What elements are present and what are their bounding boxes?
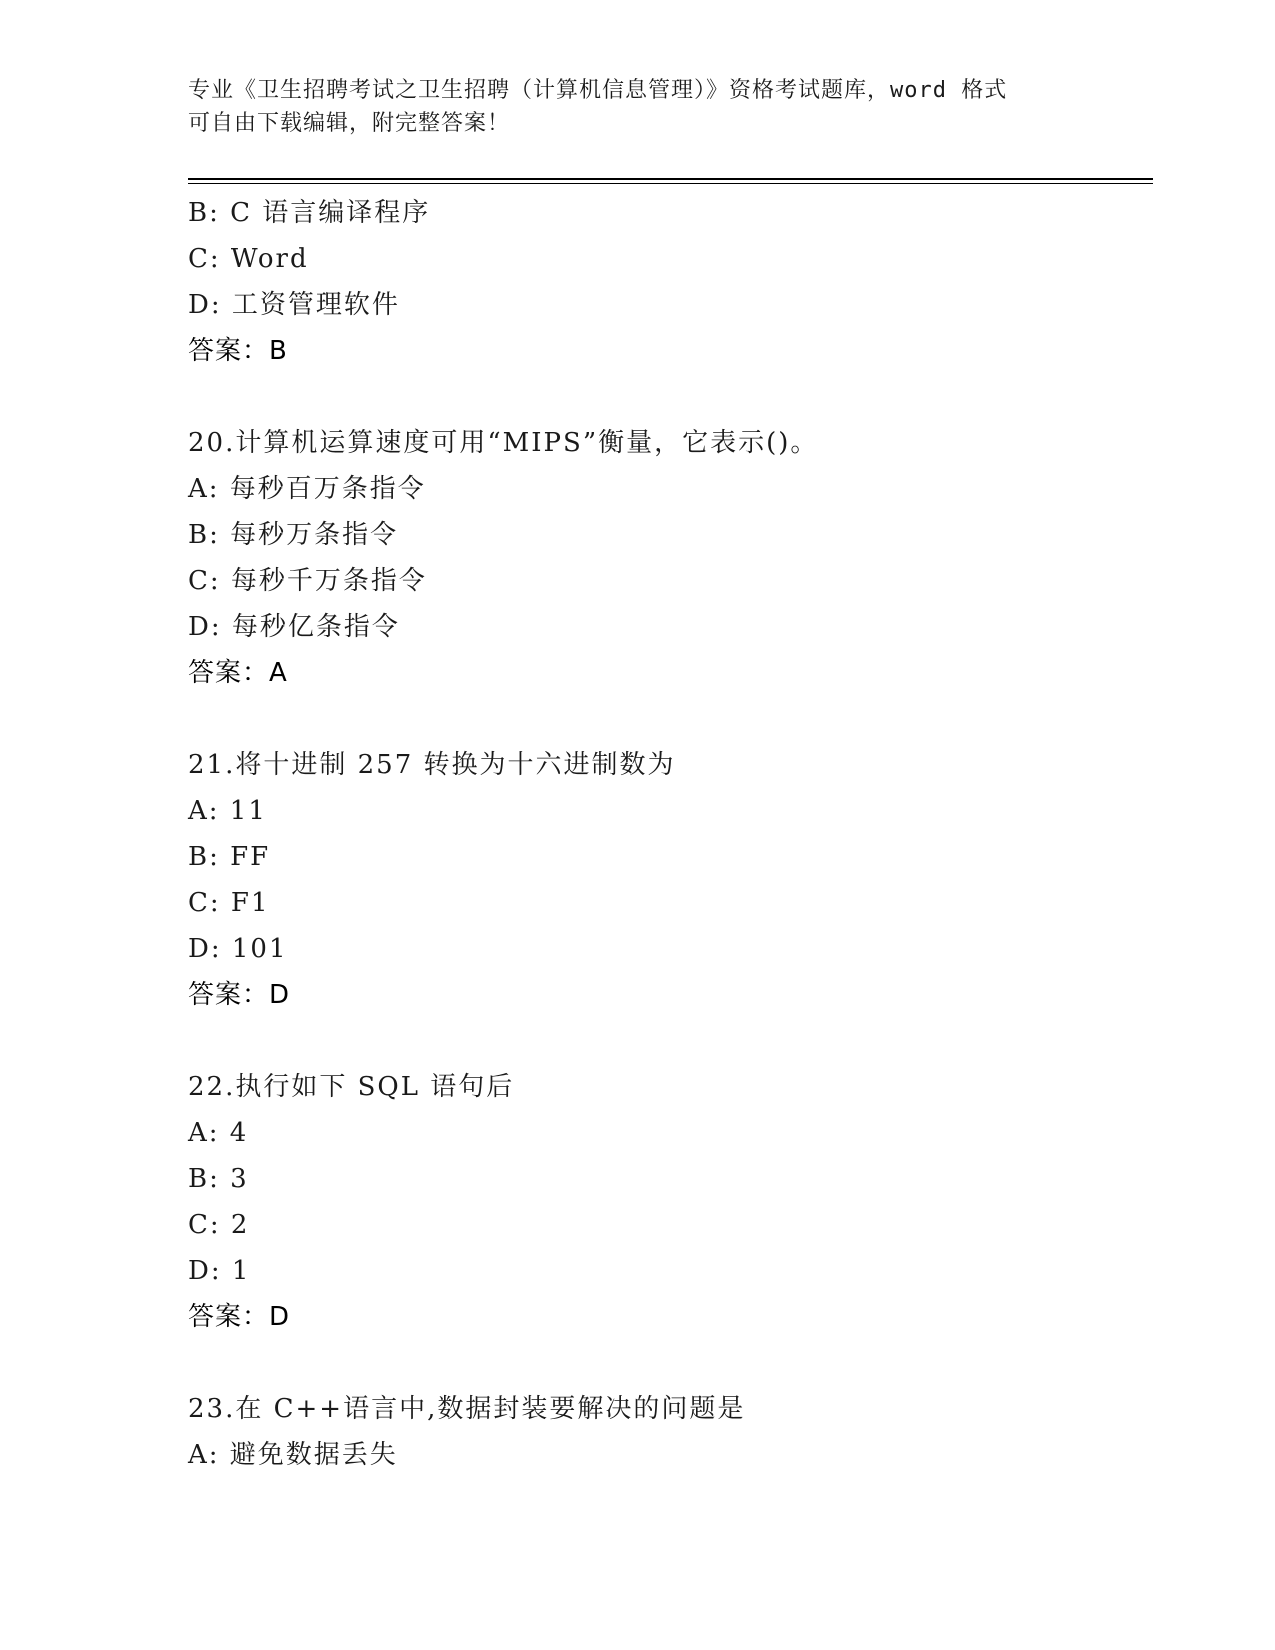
option-c: C: 每秒千万条指令: [188, 566, 427, 596]
carryover-block: [188, 190, 1148, 374]
option-c: C: 2: [188, 1210, 250, 1240]
option-a: A: 每秒百万条指令: [188, 474, 426, 504]
option-b: B: 每秒万条指令: [188, 520, 399, 550]
option-a: A: 避免数据丢失: [188, 1440, 398, 1470]
option-c: C: Word: [188, 244, 309, 274]
question-text: 20.计算机运算速度可用“MIPS”衡量，它表示()。: [188, 428, 819, 458]
option-d: D: 每秒亿条指令: [188, 612, 400, 642]
question-23: [188, 1386, 1148, 1478]
question-22: [188, 1064, 1148, 1340]
answer-line: 答案：A: [188, 658, 288, 688]
option-b: B: C 语言编译程序: [188, 198, 431, 228]
option-b: B: FF: [188, 842, 271, 872]
answer-line: 答案：B: [188, 336, 288, 366]
header-divider: [188, 178, 1153, 180]
question-list: [188, 190, 1148, 1478]
header-divider-thin: [188, 183, 1153, 184]
question-text: 22.执行如下 SQL 语句后: [188, 1072, 515, 1102]
option-b: B: 3: [188, 1164, 249, 1194]
question-text: 23.在 C++语言中,数据封装要解决的问题是: [188, 1394, 746, 1424]
document-header: [188, 74, 1068, 140]
option-d: D: 工资管理软件: [188, 290, 400, 320]
question-20: [188, 420, 1148, 696]
option-d: D: 1: [188, 1256, 251, 1286]
header-line-1: 专业《卫生招聘考试之卫生招聘（计算机信息管理）》资格考试题库，word 格式: [188, 78, 1008, 103]
question-21: [188, 742, 1148, 1018]
answer-line: 答案：D: [188, 980, 291, 1010]
option-a: A: 11: [188, 796, 267, 826]
option-a: A: 4: [188, 1118, 249, 1148]
option-d: D: 101: [188, 934, 288, 964]
option-c: C: F1: [188, 888, 270, 918]
answer-line: 答案：D: [188, 1302, 291, 1332]
question-text: 21.将十进制 257 转换为十六进制数为: [188, 750, 676, 780]
header-line-2: 可自由下载编辑，附完整答案！: [188, 111, 511, 136]
